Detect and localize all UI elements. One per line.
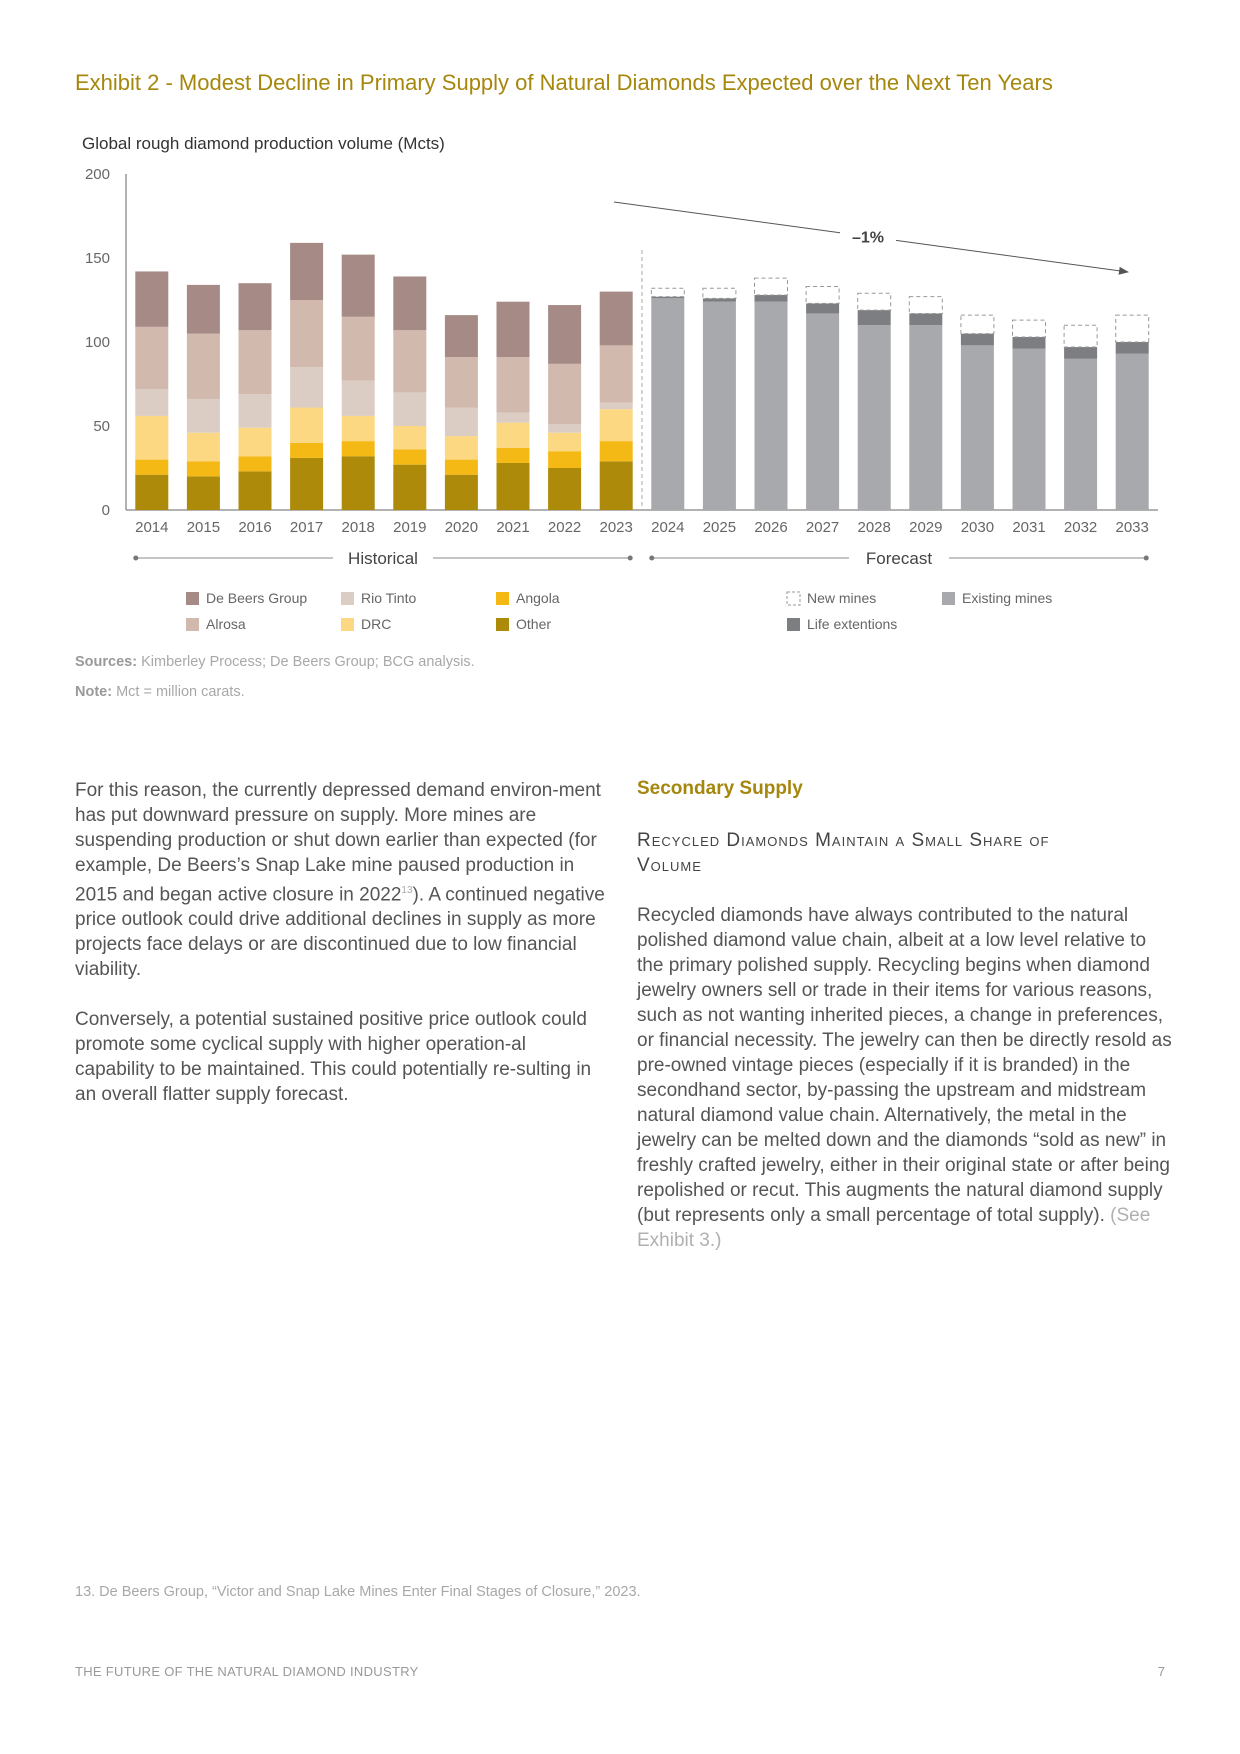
sources-line bbox=[75, 654, 475, 670]
bar-segment-existing-mines bbox=[909, 325, 942, 510]
bar-segment-life-extentions bbox=[1013, 337, 1046, 349]
sources-label: Sources: bbox=[75, 654, 138, 670]
subsection-heading: Recycled Diamonds Maintain a Small Share of Volume bbox=[637, 830, 1050, 876]
bar-segment-de-beers-group bbox=[135, 271, 168, 326]
bar-segment-new-mines bbox=[1116, 315, 1149, 342]
exhibit-3-reference[interactable]: (See Exhibit 3.) bbox=[637, 1205, 1151, 1251]
bar-segment-other bbox=[239, 471, 272, 510]
bar-segment-angola bbox=[135, 460, 168, 475]
trend-label: –1% bbox=[851, 229, 885, 247]
y-tick-label: 100 bbox=[84, 334, 110, 351]
bar-segment-angola bbox=[393, 450, 426, 465]
bar-segment-other bbox=[187, 476, 220, 510]
y-tick-label: 50 bbox=[93, 418, 110, 435]
bar-segment-existing-mines bbox=[1064, 359, 1097, 510]
bar-segment-drc bbox=[290, 408, 323, 443]
right-column bbox=[637, 903, 1172, 1253]
bar-segment-new-mines bbox=[703, 288, 736, 298]
sources-text: Kimberley Process; De Beers Group; BCG analysis. bbox=[141, 654, 475, 670]
bar-segment-alrosa bbox=[600, 345, 633, 402]
bar-segment-de-beers-group bbox=[342, 255, 375, 317]
x-tick-label: 2023 bbox=[599, 519, 633, 536]
x-tick-label: 2027 bbox=[805, 519, 840, 536]
bar-segment-life-extentions bbox=[1116, 342, 1149, 354]
bar-segment-drc bbox=[445, 436, 478, 460]
x-tick-label: 2031 bbox=[1012, 519, 1046, 536]
page-number: 7 bbox=[1157, 1664, 1165, 1679]
trend-arrow-line bbox=[614, 202, 840, 233]
x-tick-label: 2014 bbox=[135, 519, 169, 536]
bar-segment-angola bbox=[445, 460, 478, 475]
bar-segment-rio-tinto bbox=[548, 424, 581, 432]
legend-swatch-life-extentions bbox=[787, 618, 800, 631]
note-line bbox=[75, 684, 245, 700]
legend-swatch-other bbox=[496, 618, 509, 631]
bar-segment-de-beers-group bbox=[187, 285, 220, 334]
bar-segment-alrosa bbox=[187, 334, 220, 400]
x-tick-label: 2022 bbox=[547, 519, 582, 536]
bar-segment-new-mines bbox=[651, 288, 684, 296]
bar-segment-alrosa bbox=[393, 330, 426, 392]
x-tick-label: 2015 bbox=[186, 519, 221, 536]
y-tick-label: 0 bbox=[101, 502, 110, 519]
x-tick-label: 2016 bbox=[238, 519, 272, 536]
bar-segment-drc bbox=[342, 416, 375, 441]
x-tick-label: 2029 bbox=[909, 519, 943, 536]
bar-segment-angola bbox=[548, 451, 581, 468]
x-tick-label: 2028 bbox=[857, 519, 891, 536]
bar-segment-de-beers-group bbox=[290, 243, 323, 300]
bar-segment-alrosa bbox=[342, 317, 375, 381]
forecast-bracket-dot bbox=[1144, 556, 1149, 561]
bar-segment-rio-tinto bbox=[187, 399, 220, 433]
bar-segment-angola bbox=[239, 456, 272, 471]
right-p1-text: Recycled diamonds have always contributed to the natural polished diamond value chain, albeit at a low level relative to the primary polished supply. Recycling begins when diamond jewelry owners sell or trade in their items for various reasons, such as not wanting inherited pieces, a change in preferences, or financial necessity. The jewelry can then be directly resold as pre-owned vintage pieces (especially if it is branded) in the secondhand sector, by-passing the upstream and midstream natural diamond value chain. Alternatively, the metal in the jewelry can be melted down and the diamonds “sold as new” in freshly crafted jewelry, either in their original state or after being repolished or recut. This augments the natural diamond supply (but represents only a small percentage of total supply). bbox=[637, 905, 1172, 1226]
historical-bracket-dot bbox=[628, 556, 633, 561]
historical-bracket-dot bbox=[133, 556, 138, 561]
bar-segment-other bbox=[548, 468, 581, 510]
left-paragraph-1 bbox=[75, 778, 610, 982]
bar-segment-angola bbox=[497, 448, 530, 463]
note-label: Note: bbox=[75, 684, 113, 700]
bar-segment-existing-mines bbox=[858, 325, 891, 510]
bar-segment-rio-tinto bbox=[342, 381, 375, 416]
bar-segment-existing-mines bbox=[651, 298, 684, 510]
left-p1-part-b: ). A continued negative price outlook could drive additional declines in supply as more projects face delays or are discontinued due to low financial viability. bbox=[75, 884, 605, 981]
bar-segment-drc bbox=[393, 426, 426, 450]
bar-segment-existing-mines bbox=[703, 302, 736, 510]
bar-segment-rio-tinto bbox=[290, 367, 323, 407]
section-heading: Secondary Supply bbox=[637, 778, 803, 799]
legend-label-existing-mines: Existing mines bbox=[962, 590, 1053, 606]
bar-segment-de-beers-group bbox=[393, 276, 426, 330]
x-tick-label: 2017 bbox=[289, 519, 324, 536]
legend-label-angola: Angola bbox=[516, 590, 560, 606]
legend-swatch-drc bbox=[341, 618, 354, 631]
exhibit-title: Exhibit 2 - Modest Decline in Primary Supply of Natural Diamonds Expected over the Next Ten Years bbox=[75, 70, 1053, 95]
bar-segment-other bbox=[600, 461, 633, 510]
forecast-period-label: Forecast bbox=[865, 549, 933, 568]
bar-segment-drc bbox=[548, 433, 581, 451]
footnote-13: 13. De Beers Group, “Victor and Snap Lake Mines Enter Final Stages of Closure,” 2023. bbox=[75, 1584, 641, 1600]
chart-subtitle: Global rough diamond production volume (Mcts) bbox=[82, 134, 445, 153]
legend-label-de-beers-group: De Beers Group bbox=[206, 590, 308, 606]
bar-segment-de-beers-group bbox=[548, 305, 581, 364]
left-column bbox=[75, 778, 610, 1132]
legend-label-new-mines: New mines bbox=[807, 590, 877, 606]
bar-segment-drc bbox=[239, 428, 272, 457]
bar-segment-existing-mines bbox=[1116, 354, 1149, 510]
bar-segment-other bbox=[135, 475, 168, 510]
bar-segment-new-mines bbox=[755, 278, 788, 295]
bar-segment-life-extentions bbox=[1064, 347, 1097, 359]
bar-segment-other bbox=[342, 456, 375, 510]
bar-segment-rio-tinto bbox=[393, 392, 426, 426]
bar-segment-other bbox=[445, 475, 478, 510]
bar-segment-life-extentions bbox=[806, 303, 839, 313]
legend-swatch-new-mines bbox=[787, 592, 800, 605]
bar-segment-alrosa bbox=[548, 364, 581, 424]
bar-segment-alrosa bbox=[290, 300, 323, 367]
x-tick-label: 2018 bbox=[341, 519, 375, 536]
note-text: Mct = million carats. bbox=[116, 684, 245, 700]
bar-segment-drc bbox=[135, 416, 168, 460]
historical-period-label: Historical bbox=[348, 549, 418, 568]
bar-segment-de-beers-group bbox=[497, 302, 530, 357]
bar-segment-rio-tinto bbox=[239, 394, 272, 428]
bar-segment-rio-tinto bbox=[445, 408, 478, 437]
bar-segment-angola bbox=[600, 441, 633, 461]
legend-swatch-rio-tinto bbox=[341, 592, 354, 605]
bar-segment-new-mines bbox=[858, 293, 891, 310]
bar-segment-life-extentions bbox=[755, 295, 788, 302]
legend-label-other: Other bbox=[516, 616, 552, 632]
bar-segment-drc bbox=[497, 423, 530, 448]
x-tick-label: 2020 bbox=[444, 519, 479, 536]
legend-label-alrosa: Alrosa bbox=[206, 616, 246, 632]
legend-swatch-de-beers-group bbox=[186, 592, 199, 605]
bar-segment-rio-tinto bbox=[135, 389, 168, 416]
bar-segment-other bbox=[393, 465, 426, 510]
bar-segment-rio-tinto bbox=[600, 402, 633, 409]
bar-segment-life-extentions bbox=[858, 310, 891, 325]
bar-segment-new-mines bbox=[806, 287, 839, 304]
x-tick-label: 2024 bbox=[651, 519, 685, 536]
bar-segment-de-beers-group bbox=[600, 292, 633, 346]
bar-segment-new-mines bbox=[909, 297, 942, 314]
bar-segment-existing-mines bbox=[961, 345, 994, 510]
legend-swatch-existing-mines bbox=[942, 592, 955, 605]
bar-segment-new-mines bbox=[1064, 325, 1097, 347]
x-tick-label: 2019 bbox=[393, 519, 427, 536]
x-tick-label: 2030 bbox=[960, 519, 995, 536]
bar-segment-alrosa bbox=[135, 327, 168, 389]
bar-segment-de-beers-group bbox=[445, 315, 478, 357]
legend-swatch-angola bbox=[496, 592, 509, 605]
bar-segment-angola bbox=[187, 461, 220, 476]
bar-segment-angola bbox=[290, 443, 323, 458]
y-tick-label: 200 bbox=[84, 166, 110, 183]
y-tick-label: 150 bbox=[84, 250, 110, 267]
bar-segment-new-mines bbox=[1013, 320, 1046, 337]
x-tick-label: 2033 bbox=[1115, 519, 1149, 536]
bar-segment-angola bbox=[342, 441, 375, 456]
bar-segment-life-extentions bbox=[961, 334, 994, 346]
x-tick-label: 2026 bbox=[754, 519, 788, 536]
forecast-bracket-dot bbox=[649, 556, 654, 561]
bar-segment-alrosa bbox=[445, 357, 478, 407]
bar-segment-other bbox=[290, 458, 323, 510]
bar-segment-existing-mines bbox=[1013, 349, 1046, 510]
left-p1-part-a: For this reason, the currently depressed demand environ-ment has put downward pressure on supply. More mines are suspending production or shut down earlier than expected (for example, De Beers’s Snap Lake mine paused production in 2015 and began active closure in 2022 bbox=[75, 780, 601, 906]
legend-label-drc: DRC bbox=[361, 616, 392, 632]
bar-segment-life-extentions bbox=[909, 313, 942, 325]
footer-title: THE FUTURE OF THE NATURAL DIAMOND INDUSTRY bbox=[75, 1664, 419, 1679]
bar-segment-existing-mines bbox=[755, 302, 788, 510]
legend-label-rio-tinto: Rio Tinto bbox=[361, 590, 417, 606]
legend-label-life-extentions: Life extentions bbox=[807, 616, 898, 632]
production-chart bbox=[0, 0, 1240, 640]
bar-segment-alrosa bbox=[497, 357, 530, 412]
bar-segment-drc bbox=[600, 409, 633, 441]
x-tick-label: 2021 bbox=[496, 519, 530, 536]
x-tick-label: 2032 bbox=[1063, 519, 1098, 536]
bar-segment-new-mines bbox=[961, 315, 994, 333]
right-paragraph-1 bbox=[637, 903, 1172, 1253]
bar-segment-other bbox=[497, 463, 530, 510]
bar-segment-de-beers-group bbox=[239, 283, 272, 330]
legend-swatch-alrosa bbox=[186, 618, 199, 631]
trend-arrow-head bbox=[896, 240, 1128, 272]
bar-segment-rio-tinto bbox=[497, 413, 530, 423]
footnote-ref-13[interactable]: 13 bbox=[401, 885, 413, 896]
bar-segment-drc bbox=[187, 433, 220, 462]
x-tick-label: 2025 bbox=[702, 519, 737, 536]
bar-segment-life-extentions bbox=[703, 298, 736, 301]
left-paragraph-2: Conversely, a potential sustained positive price outlook could promote some cyclical supply with higher operation-al capability to be maintained. This could potentially re-sulting in an overall flatter supply forecast. bbox=[75, 1009, 592, 1106]
bar-segment-existing-mines bbox=[806, 313, 839, 510]
bar-segment-alrosa bbox=[239, 330, 272, 394]
